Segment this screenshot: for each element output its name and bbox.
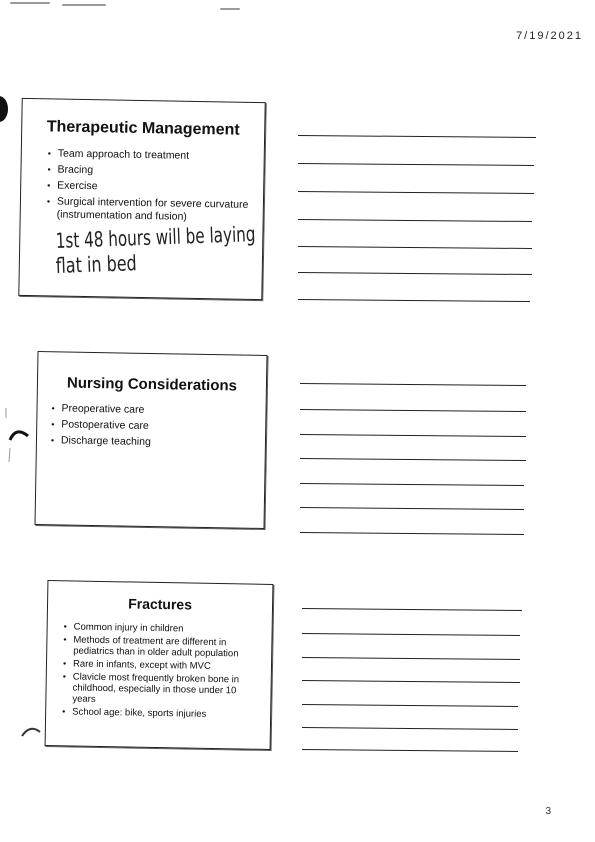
list-item: • Postoperative care [51,418,251,434]
note-line [298,219,532,222]
list-item: • School age: bike, sports injuries [62,706,258,720]
bullet-list [47,147,258,225]
note-line [302,727,518,730]
note-line [300,383,526,386]
print-date: 7/19/2021 [516,30,583,42]
note-line [298,135,536,138]
note-line [298,163,534,166]
list-item: • Rare in infants, except with MVC [63,658,259,672]
note-line [302,704,518,707]
note-line [298,246,532,249]
note-line [302,633,520,636]
scan-artifact [10,2,50,4]
note-line [302,608,522,611]
note-line [300,483,524,486]
handwritten-line: flat in bed [55,249,152,279]
scan-artifact [220,8,240,10]
list-item: • Surgical intervention for severe curvature (instrumentation and fusion) [47,195,257,225]
note-line [302,657,520,660]
note-line [298,299,530,302]
note-line [300,409,526,412]
page-number: 3 [545,806,551,817]
list-item: • Clavicle most frequently broken bone in childhood, especially in those under 10 years [62,671,259,707]
list-item: • Preoperative care [51,402,251,418]
bullet-list [51,402,252,450]
list-item: • Bracing [47,163,257,180]
slide-title: Therapeutic Management [46,118,240,139]
note-line [298,191,534,194]
list-item: • Methods of treatment are different in pediatrics than in older adult population [63,634,259,659]
note-line [300,532,524,535]
list-item: • Team approach to treatment [48,147,258,164]
note-line [300,458,526,461]
bullet-list [62,621,260,720]
scan-artifact [62,4,106,6]
slide-nursing-considerations [34,351,267,529]
note-line [302,749,518,752]
list-item: • Exercise [47,179,257,196]
handwritten-line: 1st 48 hours will be laying [55,219,305,254]
slide-title: Fractures [128,595,193,613]
margin-mark [20,722,44,742]
note-line [300,434,526,437]
note-line [302,680,520,683]
punch-hole [0,96,8,122]
slide-title: Nursing Considerations [66,374,238,395]
margin-mark [4,400,30,464]
note-line [298,272,532,275]
list-item: • Common injury in children [64,621,260,635]
slide-fractures [45,580,274,750]
note-line [300,507,524,510]
list-item: • Discharge teaching [51,434,251,450]
handwritten-note [55,219,305,279]
